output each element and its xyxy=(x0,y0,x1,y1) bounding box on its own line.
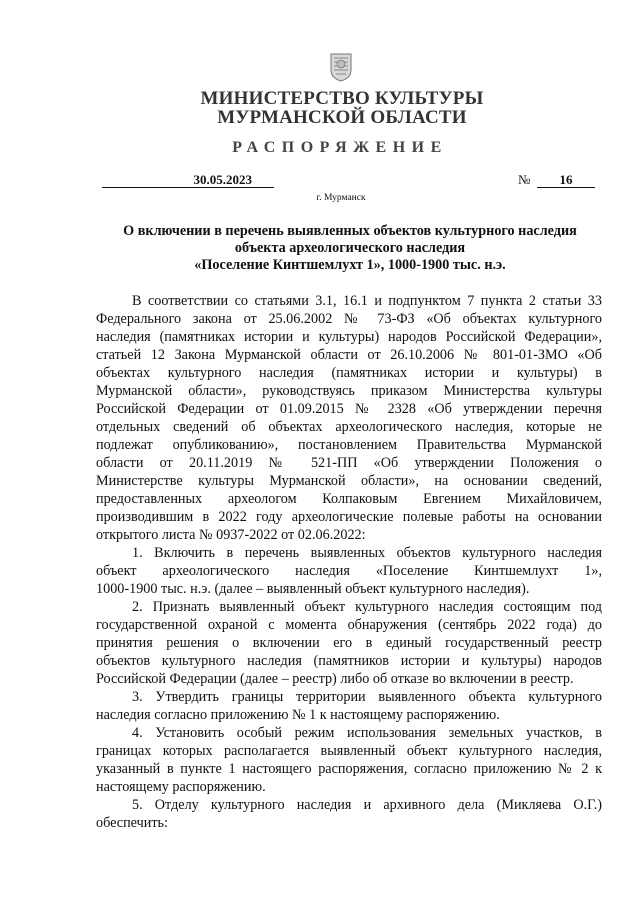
body-line: Федерального закона от 25.06.2002 № 73-ФЗ «Об объектах культурного xyxy=(96,311,602,327)
document-date: 30.05.2023 xyxy=(102,172,274,188)
body-line: объектах культурного наследия (памятниках истории и культуры) в xyxy=(96,365,602,381)
clause-1-line: 1. Включить в перечень выявленных объектов культурного наследия xyxy=(132,545,602,561)
body-line: наследия (памятниках истории и культуры) народов Российской Федерации», xyxy=(96,329,602,345)
clause-4-line: настоящему распоряжению. xyxy=(96,779,266,795)
body-line: В соответствии со статьями 3.1, 16.1 и подпунктом 7 пункта 2 статьи 33 xyxy=(132,293,602,309)
clause-3-line: 3. Утвердить границы территории выявленного объекта культурного xyxy=(132,689,602,705)
body-line: открытого листа № 0937-2022 от 02.06.2022: xyxy=(96,527,366,543)
ministry-name-line1: МИНИСТЕРСТВО КУЛЬТУРЫ xyxy=(200,88,484,109)
clause-5-line: 5. Отделу культурного наследия и архивного дела (Микляева О.Г.) xyxy=(132,797,602,813)
body-line: статьей 12 Закона Мурманской области от 26.10.2006 № 801-01-ЗМО «Об xyxy=(96,347,602,363)
clause-4-line: 4. Установить особый режим использования земельных участков, в xyxy=(132,725,602,741)
clause-2-line: объектов культурного наследия (памятников истории и культуры) народов xyxy=(96,653,602,669)
document-title xyxy=(60,223,640,274)
body-line: Российской Федерации от 01.09.2015 № 2328 «Об утверждении перечня xyxy=(96,401,602,417)
title-line: «Поселение Кинтшемлухт 1», 1000-1900 тыс. н.э. xyxy=(194,257,506,273)
body-line: предоставленных археологом Колпаковым Евгением Михайловичем, xyxy=(96,491,602,507)
clause-2-line: Российской Федерации (далее – реестр) либо об отказе во включении в реестр. xyxy=(96,671,574,687)
clause-2-line: 2. Признать выявленный объект культурного наследия состоящим под xyxy=(132,599,602,615)
clause-1-line: объект археологического наследия «Поселение Кинтшемлухт 1», xyxy=(96,563,602,579)
clause-3-line: наследия согласно приложению № 1 к настоящему распоряжению. xyxy=(96,707,500,723)
clause-2-line: государственной охраной с момента обнаружения (сентябрь 2022 года) до xyxy=(96,617,602,633)
document-type: РАСПОРЯЖЕНИЕ xyxy=(232,139,448,156)
body-line: Мурманской области», руководствуясь приказом Министерства культуры xyxy=(96,383,602,399)
title-line: объекта археологического наследия xyxy=(234,240,466,256)
body-line: подлежат опубликованию», постановлением Правительства Мурманской xyxy=(96,437,602,453)
body-line: Министерстве культуры Мурманской области», на основании сведений, xyxy=(96,473,602,489)
title-line: О включении в перечень выявленных объектов культурного наследия xyxy=(123,223,577,239)
coat-of-arms-emblem xyxy=(330,52,352,82)
city: г. Мурманск xyxy=(316,193,366,203)
body-line: области от 20.11.2019 № 521-ПП «Об утверждении Положения о xyxy=(96,455,602,471)
number-sign: № xyxy=(518,172,531,187)
body-line: производившим в 2022 году археологические полевые работы на основании xyxy=(96,509,602,525)
document-number: 16 xyxy=(537,172,595,188)
ministry-name-line2: МУРМАНСКОЙ ОБЛАСТИ xyxy=(217,107,467,128)
document-body xyxy=(96,292,602,832)
clause-1-line: 1000-1900 тыс. н.э. (далее – выявленный объект культурного наследия). xyxy=(96,581,530,597)
clause-4-line: границах которых располагается выявленный объект культурного наследия, xyxy=(96,743,602,759)
clause-2-line: принятия решения о включении его в единый государственный реестр xyxy=(96,635,602,651)
body-line: отдельных сведений об объектах археологического наследия, которые не xyxy=(96,419,602,435)
clause-5-line: обеспечить: xyxy=(96,815,168,831)
clause-4-line: указанный в пункте 1 настоящего распоряжения, согласно приложению № 2 к xyxy=(96,761,602,777)
